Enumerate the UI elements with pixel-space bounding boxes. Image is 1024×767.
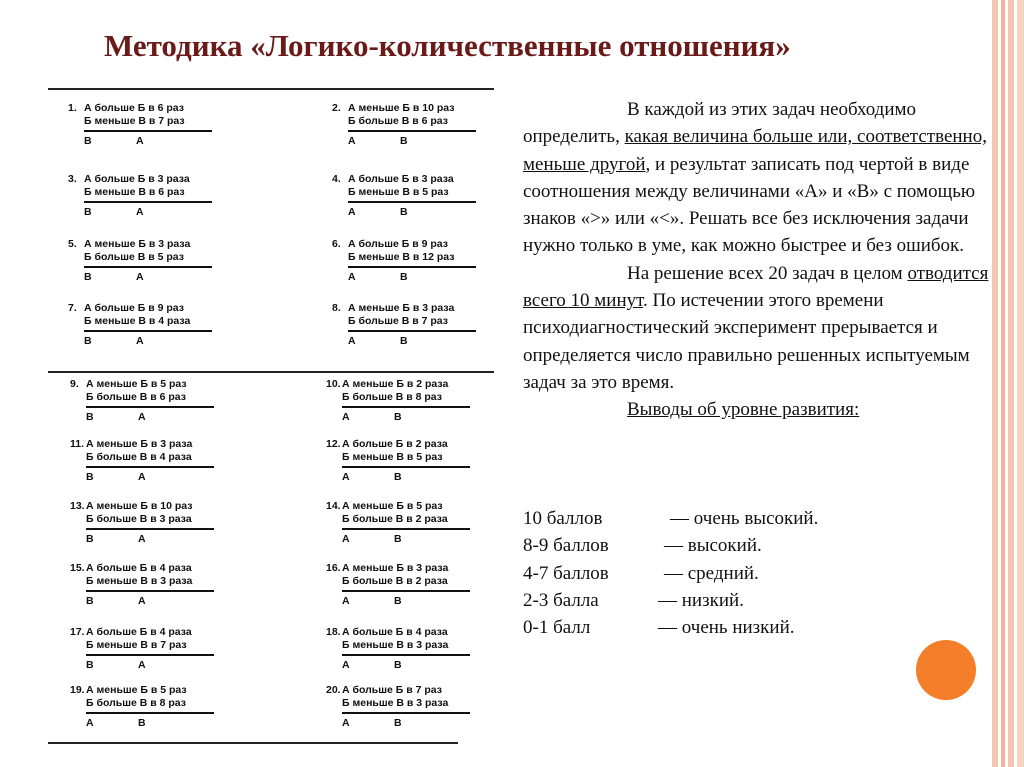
task-line-2: Б меньше В в 5 раз [348,186,449,198]
answer-label-right: В [394,595,402,607]
answer-line [342,528,470,530]
task-12 [326,438,470,484]
answer-label-right: А [136,206,144,218]
instructions-paragraph-1 [523,96,993,260]
task-number: 5. [68,238,77,250]
task-line-2: Б меньше В в 5 раз [342,451,443,463]
task-line-1: А меньше Б в 3 раза [348,302,455,314]
score-range: 2-3 балла [523,589,599,611]
answer-label-right: В [400,335,408,347]
task-line-2: Б больше В в 3 раза [86,513,192,525]
answer-label-left: В [84,335,92,347]
task-line-1: А меньше Б в 3 раза [84,238,191,250]
task-line-2: Б меньше В в 6 раз [84,186,185,198]
answer-line [342,590,470,592]
task-number: 11. [70,438,85,450]
answer-label-left: А [342,595,350,607]
task-line-2: Б больше В в 7 раз [348,315,448,327]
task-19 [70,684,214,730]
instructions-p1-rest: , и результат записать под чертой в виде соотношения между величинами «А» и «В» с помощью знаков «>» или «<». Решать все без исключения задачи нужно только в уме, как можно быстрее и без ошибок. [523,153,976,257]
answer-line [84,201,212,203]
answer-label-left: А [342,659,350,671]
answer-line [86,466,214,468]
task-16 [326,562,470,608]
answer-label-right: В [400,135,408,147]
answer-label-right: В [400,206,408,218]
task-14 [326,500,470,546]
task-18 [326,626,470,672]
score-level: — высокий. [664,535,762,557]
task-line-1: А меньше Б в 3 раза [342,562,449,574]
task-line-2: Б больше В в 5 раз [84,251,184,263]
answer-label-left: А [348,271,356,283]
task-number: 17. [70,626,85,638]
answer-label-right: А [138,595,146,607]
answer-label-right: В [394,471,402,483]
answer-line [84,330,212,332]
answer-label-right: А [136,135,144,147]
task-number: 1. [68,102,77,114]
instructions-paragraph-2 [523,260,993,396]
task-number: 14. [326,500,341,512]
answer-line [86,654,214,656]
conclusions-heading [523,396,993,423]
task-number: 15. [70,562,85,574]
task-10 [326,378,470,424]
instructions-p2-underlined: отводится всего 10 минут [523,262,989,312]
score-range: 10 баллов [523,508,603,529]
sheet-top-rule [48,88,494,90]
task-line-2: Б больше В в 6 раз [348,115,448,127]
answer-label-right: В [400,271,408,283]
score-range: 4-7 баллов [523,562,609,584]
task-11 [70,438,214,484]
answer-line [84,266,212,268]
task-line-1: А больше Б в 4 раза [86,562,192,574]
task-6 [332,238,476,284]
score-level: — низкий. [658,589,744,611]
answer-label-left: В [86,533,94,545]
task-line-1: А больше Б в 4 раза [342,626,448,638]
task-line-1: А больше Б в 3 раза [348,173,454,185]
task-3 [68,173,212,219]
answer-label-right: А [136,335,144,347]
task-number: 10. [326,378,341,390]
task-2 [332,102,476,148]
answer-label-right: А [136,271,144,283]
answer-label-left: А [86,717,94,729]
task-line-1: А больше Б в 2 раза [342,438,448,450]
answer-label-right: А [138,471,146,483]
answer-label-left: В [86,659,94,671]
task-number: 7. [68,302,77,314]
task-17 [70,626,214,672]
task-8 [332,302,476,348]
decor-circle [916,640,976,700]
task-number: 20. [326,684,341,696]
decor-stripe-4 [1017,0,1024,767]
task-line-1: А меньше Б в 3 раза [86,438,193,450]
page-title: Методика «Логико-количественные отношения» [104,28,791,63]
answer-label-right: В [394,533,402,545]
instructions-p2-rest: . По истечении этого времени психодиагностический эксперимент прерывается и определяется число правильно решенных испытуемым задач за это время. [523,290,970,393]
answer-label-left: В [84,271,92,283]
task-number: 2. [332,102,341,114]
answer-line [342,654,470,656]
answer-label-left: А [348,335,356,347]
task-line-1: А меньше Б в 2 раза [342,378,449,390]
task-4 [332,173,476,219]
task-line-1: А больше Б в 3 раза [84,173,190,185]
answer-line [84,130,212,132]
task-sheet [48,88,498,748]
sheet-bottom-rule [48,742,458,744]
answer-line [348,266,476,268]
task-line-1: А меньше Б в 5 раз [342,500,443,512]
decor-stripe-3 [1008,0,1014,767]
answer-line [86,712,214,714]
task-line-2: Б меньше В в 12 раз [348,251,455,263]
answer-line [348,201,476,203]
task-9 [70,378,214,424]
task-number: 6. [332,238,341,250]
task-line-1: А меньше Б в 5 раз [86,378,187,390]
answer-label-left: В [84,206,92,218]
answer-label-right: А [138,659,146,671]
task-line-1: А меньше Б в 10 раз [348,102,455,114]
task-number: 4. [332,173,341,185]
task-number: 16. [326,562,341,574]
task-line-2: Б меньше В в 4 раза [84,315,191,327]
task-number: 9. [70,378,79,390]
score-range: 0-1 балл [523,617,591,639]
answer-label-left: А [348,135,356,147]
task-line-2: Б больше В в 4 раза [86,451,192,463]
answer-label-left: А [342,533,350,545]
task-1 [68,102,212,148]
task-line-2: Б меньше В в 3 раза [342,697,449,709]
task-number: 12. [326,438,341,450]
task-line-2: Б больше В в 8 раз [342,391,442,403]
task-line-1: А меньше Б в 5 раз [86,684,187,696]
answer-label-left: В [86,595,94,607]
answer-label-left: А [342,471,350,483]
answer-label-left: А [342,717,350,729]
task-5 [68,238,212,284]
task-line-2: Б больше В в 2 раза [342,513,448,525]
answer-label-right: А [138,533,146,545]
instructions-p2-text: На решение всех 20 задач в целом [627,262,908,284]
answer-label-left: А [342,411,350,423]
answer-label-left: В [86,411,94,423]
task-line-1: А больше Б в 9 раз [84,302,184,314]
task-number: 13. [70,500,85,512]
answer-line [86,406,214,408]
task-line-2: Б меньше В в 3 раза [86,575,193,587]
answer-line [342,466,470,468]
answer-label-right: В [394,411,402,423]
task-7 [68,302,212,348]
task-line-1: А больше Б в 9 раз [348,238,448,250]
task-number: 3. [68,173,77,185]
answer-label-left: В [84,135,92,147]
answer-label-right: В [394,659,402,671]
task-number: 19. [70,684,85,696]
task-15 [70,562,214,608]
task-20 [326,684,470,730]
answer-line [348,130,476,132]
task-number: 8. [332,302,341,314]
task-line-2: Б больше В в 6 раз [86,391,186,403]
instructions-p1-text: В каждой из этих задач необходимо определить, [523,99,917,148]
score-level: — средний. [664,562,759,584]
task-line-2: Б меньше В в 3 раза [342,639,449,651]
task-line-1: А больше Б в 7 раз [342,684,442,696]
answer-label-left: В [86,471,94,483]
answer-line [86,590,214,592]
task-number: 18. [326,626,341,638]
answer-label-right: В [394,717,402,729]
task-line-1: А больше Б в 4 раза [86,626,192,638]
conclusions-heading-text: Выводы об уровне развития: [627,399,860,421]
task-line-1: А больше Б в 6 раз [84,102,184,114]
task-line-2: Б меньше В в 7 раз [84,115,185,127]
answer-label-right: В [138,717,146,729]
answer-label-right: А [138,411,146,423]
answer-line [342,406,470,408]
instructions [523,96,993,424]
task-line-2: Б больше В в 8 раз [86,697,186,709]
answer-label-left: А [348,206,356,218]
sheet-middle-rule [48,371,494,373]
task-line-1: А меньше Б в 10 раз [86,500,193,512]
task-line-2: Б больше В в 2 раза [342,575,448,587]
score-range: 8-9 баллов [523,535,609,557]
score-level: — очень низкий. [658,617,795,639]
decor-stripe-2 [1001,0,1005,767]
answer-line [342,712,470,714]
answer-line [86,528,214,530]
answer-line [348,330,476,332]
task-13 [70,500,214,546]
instructions-p1-underlined: какая величина больше или, соответственно, меньше другой [523,126,987,175]
score-level: — очень высокий. [670,508,819,529]
task-line-2: Б меньше В в 7 раз [86,639,187,651]
